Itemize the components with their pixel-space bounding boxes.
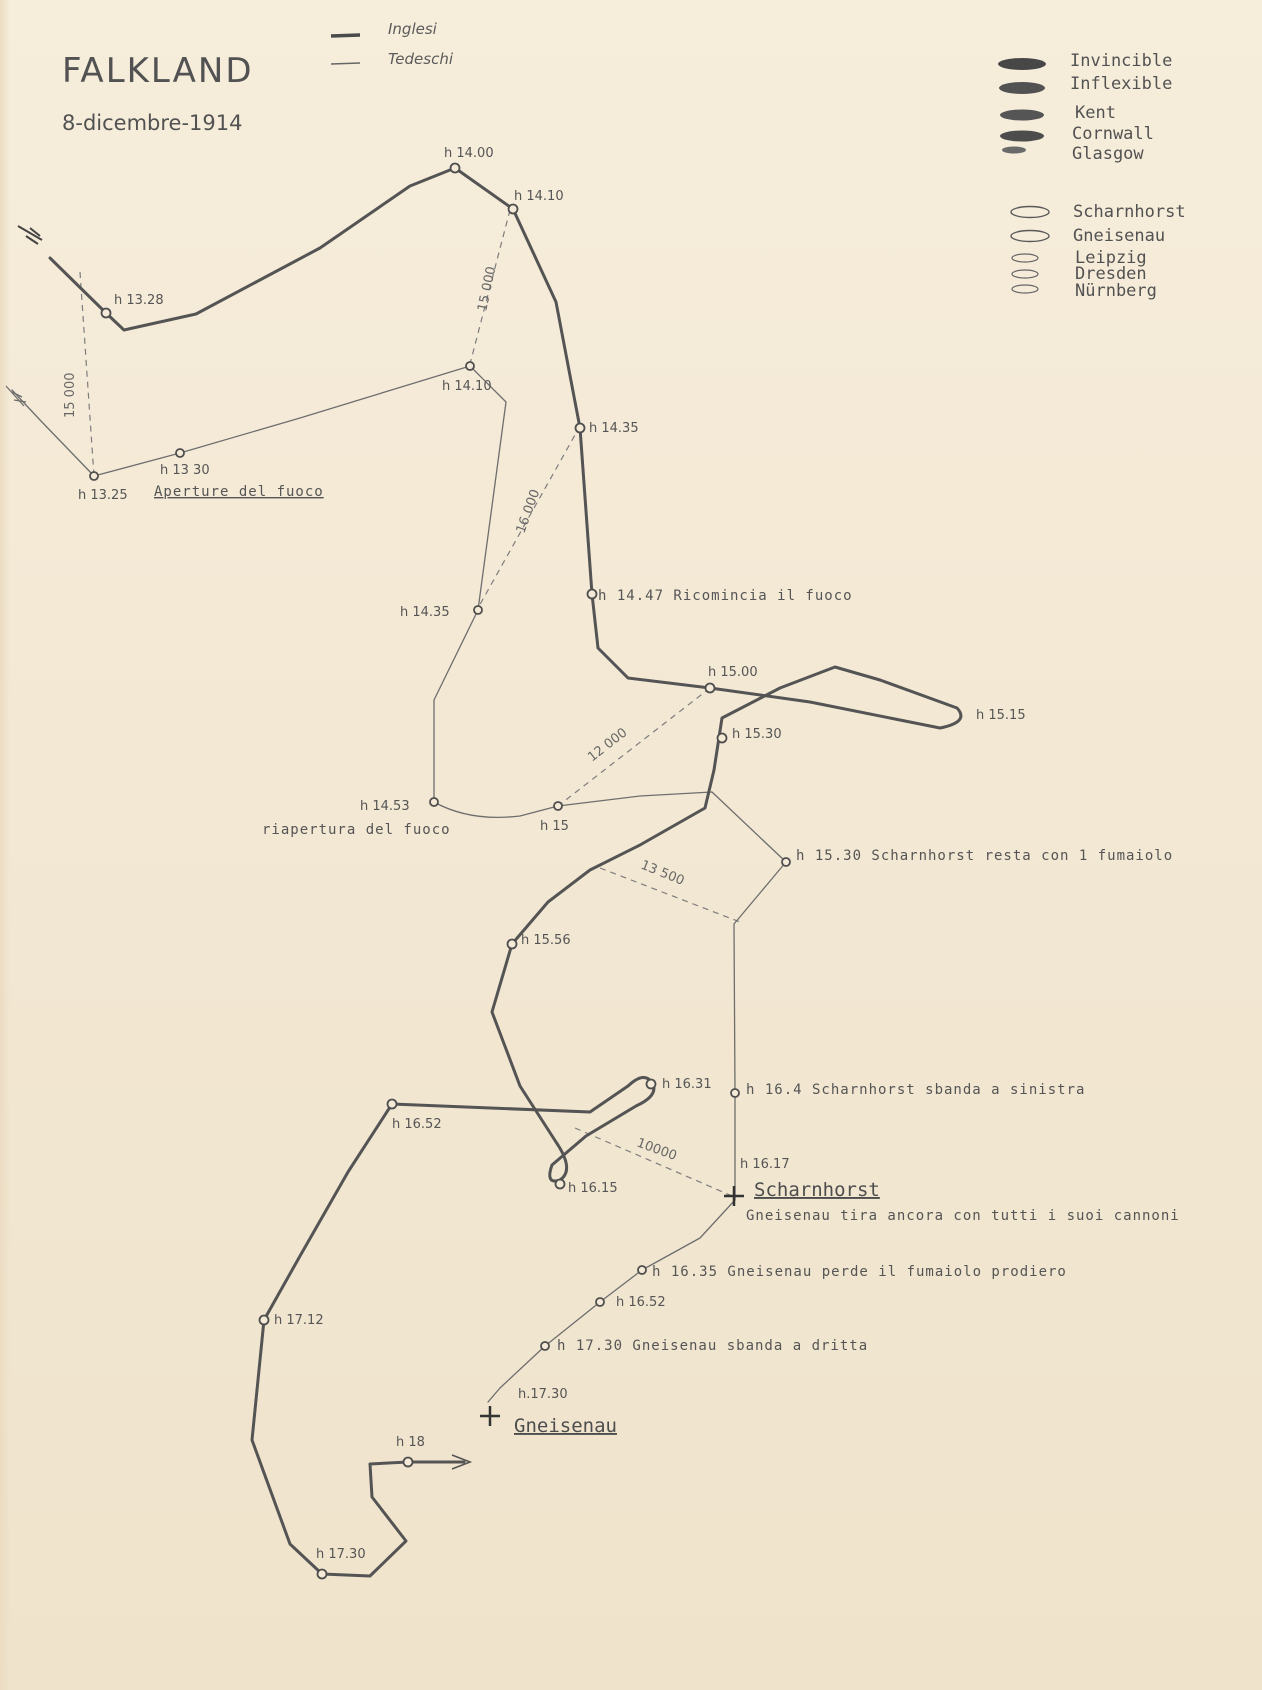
waypoint [451,164,460,173]
waypoint [466,362,474,370]
waypoint [576,424,585,433]
british-ship-legend [998,51,1172,164]
waypoint [509,205,518,214]
waypoint [474,606,482,614]
sinking-cross-icon [480,1406,500,1426]
waypoint [638,1266,646,1274]
legend-ship-cornwall: Cornwall [1072,124,1154,144]
time-label: h 16.52 [616,1295,666,1310]
german-ship-legend [1011,202,1186,301]
ship-symbol-nurnberg [1012,285,1038,293]
time-label: h 14.10 [442,379,492,394]
german-time-labels [78,379,1173,1402]
gneisenau-sunk-label: Gneisenau [514,1415,617,1437]
legend-ship-leipzig: Leipzig [1075,248,1147,268]
time-label: h 14.35 [400,605,450,620]
time-label: h 17.12 [274,1313,324,1328]
waypoint [102,309,111,318]
sinking-cross-icon [724,1186,744,1206]
time-label: h 18 [396,1435,425,1450]
time-label: h 15 [540,819,569,834]
ship-symbol-invincible [998,58,1046,70]
waypoint [588,590,597,599]
ship-symbol-glasgow [1002,147,1026,154]
waypoint [706,684,715,693]
scharnhorst-sunk-label: Scharnhorst [754,1179,880,1201]
open-fire-note: Aperture del fuoco [154,484,324,500]
waypoint [388,1100,397,1109]
legend-ship-inflexible: Inflexible [1070,74,1173,94]
ship-symbol-inflexible [999,82,1045,94]
time-label: h 17.30 [316,1547,366,1562]
time-label: h 14.47 Ricomincia il fuoco [598,588,853,604]
waypoint [556,1180,565,1189]
german-start-arrow-icon [6,386,26,406]
time-label: h 15.56 [521,933,571,948]
range-labels [63,265,686,1164]
time-label: h 13.25 [78,488,128,503]
time-label: h 16.15 [568,1181,618,1196]
range-label: 15 000 [475,265,500,313]
waypoint [176,449,184,457]
time-label: h 13.28 [114,293,164,308]
waypoint [90,472,98,480]
time-label: h 14.35 [589,421,639,436]
range-lines [80,210,740,1196]
ship-symbol-scharnhorst [1011,207,1049,218]
range-label: 16 000 [513,487,544,536]
legend-ship-glasgow: Glasgow [1072,144,1144,164]
gneisenau-wreck [480,1406,617,1437]
ship-symbol-cornwall [1000,131,1044,142]
waypoint [318,1570,327,1579]
ship-symbol-gneisenau [1011,231,1049,242]
legend-english-label: Inglesi [388,20,437,38]
time-label: h.17.30 [518,1387,568,1402]
waypoint [782,858,790,866]
range-line-1 [80,272,94,476]
legend-ship-invincible: Invincible [1070,51,1173,71]
diagram-title: FALKLAND [62,51,254,91]
english-start-arrow-icon [18,226,42,244]
waypoint [404,1458,413,1467]
waypoint [731,1089,739,1097]
legend-ship-scharnhorst: Scharnhorst [1073,202,1186,222]
range-label: 13 500 [638,857,687,889]
time-label: h 15.00 [708,665,758,680]
scharnhorst-sunk-note: Gneisenau tira ancora con tutti i suoi cannoni [746,1208,1180,1224]
ship-symbol-dresden [1012,270,1038,278]
ship-symbol-kent [1000,110,1044,121]
legend-ship-kent: Kent [1075,103,1116,123]
legend-ship-gneisenau: Gneisenau [1073,226,1166,246]
time-label: h 16.31 [662,1077,712,1092]
legend-german-label: Tedeschi [388,50,454,68]
time-label: h 17.30 Gneisenau sbanda a dritta [557,1338,869,1354]
german-line-sample [331,63,360,64]
time-label: h 15.30 [732,727,782,742]
time-label: h 13 30 [160,463,210,478]
range-label: 15 000 [63,372,78,418]
time-label: h 15.30 Scharnhorst resta con 1 fumaiolo [796,848,1174,864]
ship-symbol-leipzig [1012,254,1038,262]
time-label: h 16.35 Gneisenau perde il fumaiolo prodiero [652,1264,1067,1280]
waypoint [554,802,562,810]
waypoint [430,798,438,806]
range-label: 10000 [634,1135,679,1164]
time-label: h 15.15 [976,708,1026,723]
scharnhorst-wreck [724,1179,1180,1224]
waypoint [260,1316,269,1325]
range-line-4 [558,688,710,806]
time-label: h 14.53 [360,799,410,814]
waypoint [541,1342,549,1350]
time-label: h 16.52 [392,1117,442,1132]
diagram-date: 8-dicembre-1914 [62,111,243,135]
english-line-sample [331,35,360,36]
waypoint [596,1298,604,1306]
german-waypoints [90,362,790,1350]
english-squadron-track [50,168,961,1576]
waypoint [647,1080,656,1089]
english-waypoints [102,164,727,1579]
waypoint [718,734,727,743]
legend-ship-nurnberg: Nürnberg [1075,281,1157,301]
time-label: h 16.17 [740,1157,790,1172]
reopen-fire-note: riapertura del fuoco [262,822,451,838]
range-label: 12 000 [585,725,631,766]
time-label: h 16.4 Scharnhorst sbanda a sinistra [746,1082,1086,1098]
waypoint [508,940,517,949]
time-label: h 14.10 [514,189,564,204]
legend-ship-dresden: Dresden [1075,264,1147,284]
time-label: h 14.00 [444,146,494,161]
